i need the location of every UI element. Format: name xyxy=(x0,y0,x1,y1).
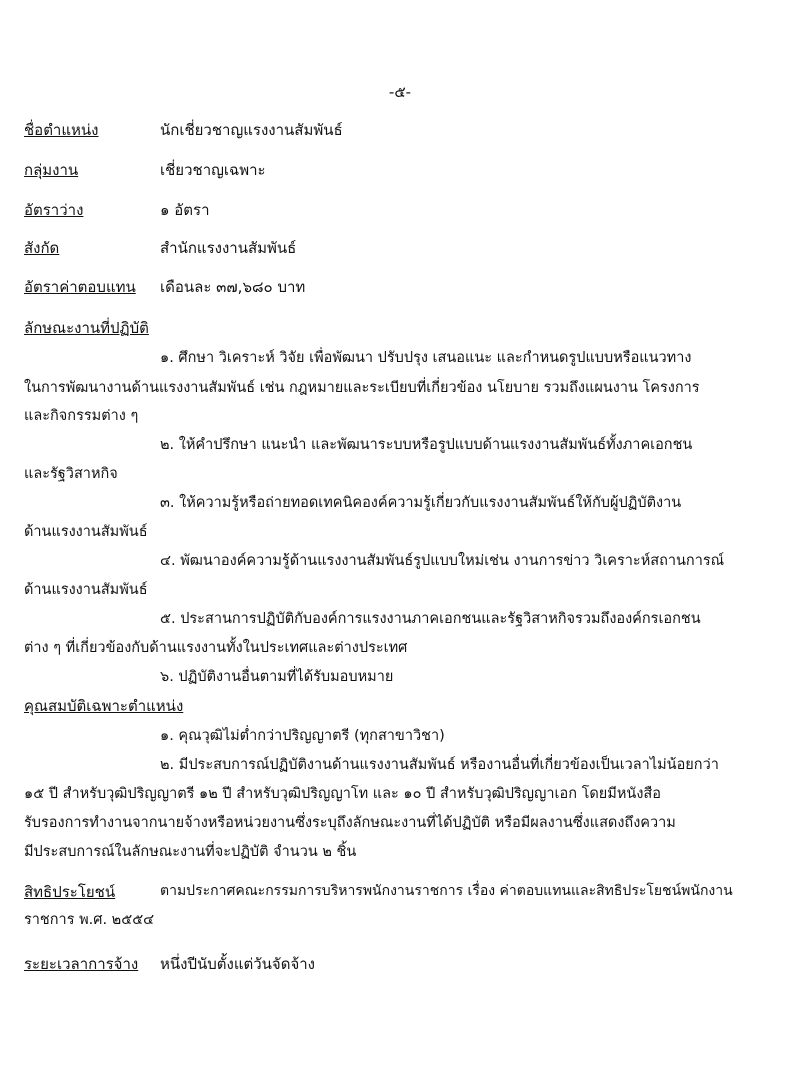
duty-line: ๕. ประสานการปฏิบัติกับองค์การแรงงานภาคเอกชนและรัฐวิสาหกิจรวมถึงองค์กรเอกชน xyxy=(160,611,701,627)
term-label: ระยะเวลาการจ้าง xyxy=(24,955,139,973)
field-benefits xyxy=(24,880,115,904)
affiliation-label: สังกัด xyxy=(24,239,60,257)
field-vacancy xyxy=(24,198,83,222)
field-position xyxy=(24,118,99,142)
vacancy-value: ๑ อัตรา xyxy=(160,201,210,219)
duty-line: ๑. ศึกษา วิเคราะห์ วิจัย เพื่อพัฒนา ปรับปรุง เสนอแนะ และกำหนดรูปแบบหรือแนวทาง xyxy=(160,350,692,366)
benefits-line-2: ราชการ พ.ศ. ๒๕๕๔ xyxy=(24,912,155,928)
page-number: -๕- xyxy=(388,83,412,101)
qualification-line: มีประสบการณ์ในลักษณะงานที่จะปฏิบัติ จำนวน ๒ ชิ้น xyxy=(24,844,357,860)
qualification-line: รับรองการทำงานจากนายจ้างหรือหน่วยงานซึ่งระบุถึงลักษณะงานที่ได้ปฏิบัติ หรือมีผลงานซึ่งแสดงถึงความ xyxy=(24,815,676,831)
duties-heading: ลักษณะงานที่ปฏิบัติ xyxy=(24,319,149,337)
qualifications-heading: คุณสมบัติเฉพาะตำแหน่ง xyxy=(24,697,184,715)
duty-line: ด้านแรงงานสัมพันธ์ xyxy=(24,582,148,598)
duty-line: ต่าง ๆ ที่เกี่ยวข้องกับด้านแรงงานทั้งในประเทศและต่างประเทศ xyxy=(24,640,408,656)
position-value: นักเชี่ยวชาญแรงงานสัมพันธ์ xyxy=(160,121,343,139)
duty-line: ๔. พัฒนาองค์ความรู้ด้านแรงงานสัมพันธ์รูปแบบใหม่เช่น งานการข่าว วิเคราะห์สถานการณ์ xyxy=(160,553,725,569)
position-label: ชื่อตำแหน่ง xyxy=(24,121,99,139)
duty-line: ๖. ปฏิบัติงานอื่นตามที่ได้รับมอบหมาย xyxy=(160,669,394,685)
affiliation-value: สำนักแรงงานสัมพันธ์ xyxy=(160,239,297,257)
vacancy-label: อัตราว่าง xyxy=(24,201,84,219)
group-value: เชี่ยวชาญเฉพาะ xyxy=(160,161,266,179)
salary-value: เดือนละ ๓๗,๖๘๐ บาท xyxy=(160,278,306,296)
field-group xyxy=(24,158,78,182)
benefits-line-1: ตามประกาศคณะกรรมการบริหารพนักงานราชการ เรื่อง ค่าตอบแทนและสิทธิประโยชน์พนักงาน xyxy=(160,883,733,899)
field-salary xyxy=(24,275,136,299)
qualification-line: ๒. มีประสบการณ์ปฏิบัติงานด้านแรงงานสัมพันธ์ หรืองานอื่นที่เกี่ยวข้องเป็นเวลาไม่น้อยกว่า xyxy=(160,757,719,773)
field-affiliation xyxy=(24,236,59,260)
duty-line: ๒. ให้คำปรึกษา แนะนำ และพัฒนาระบบหรือรูปแบบด้านแรงงานสัมพันธ์ทั้งภาคเอกชน xyxy=(160,437,693,453)
duty-line: ๓. ให้ความรู้หรือถ่ายทอดเทคนิคองค์ความรู้เกี่ยวกับแรงงานสัมพันธ์ให้กับผู้ปฏิบัติงาน xyxy=(160,495,682,511)
salary-label: อัตราค่าตอบแทน xyxy=(24,278,136,296)
duty-line: ในการพัฒนางานด้านแรงงานสัมพันธ์ เช่น กฎหมายและระเบียบที่เกี่ยวข้อง นโยบาย รวมถึงแผนงาน โครงการ xyxy=(24,380,700,396)
duty-line: และกิจกรรมต่าง ๆ xyxy=(24,408,139,424)
qualification-line: ๑. คุณวุฒิไม่ต่ำกว่าปริญญาตรี (ทุกสาขาวิชา) xyxy=(160,728,445,744)
field-term xyxy=(24,952,138,976)
benefits-label: สิทธิประโยชน์ xyxy=(24,883,116,901)
group-label: กลุ่มงาน xyxy=(24,161,79,179)
duty-line: และรัฐวิสาหกิจ xyxy=(24,466,118,482)
duty-line: ด้านแรงงานสัมพันธ์ xyxy=(24,524,148,540)
qualification-line: ๑๕ ปี สำหรับวุฒิปริญญาตรี ๑๒ ปี สำหรับวุฒิปริญญาโท และ ๑๐ ปี สำหรับวุฒิปริญญาเอก โดยมีหนังสือ xyxy=(24,786,661,802)
term-value: หนึ่งปีนับตั้งแต่วันจัดจ้าง xyxy=(160,955,315,973)
